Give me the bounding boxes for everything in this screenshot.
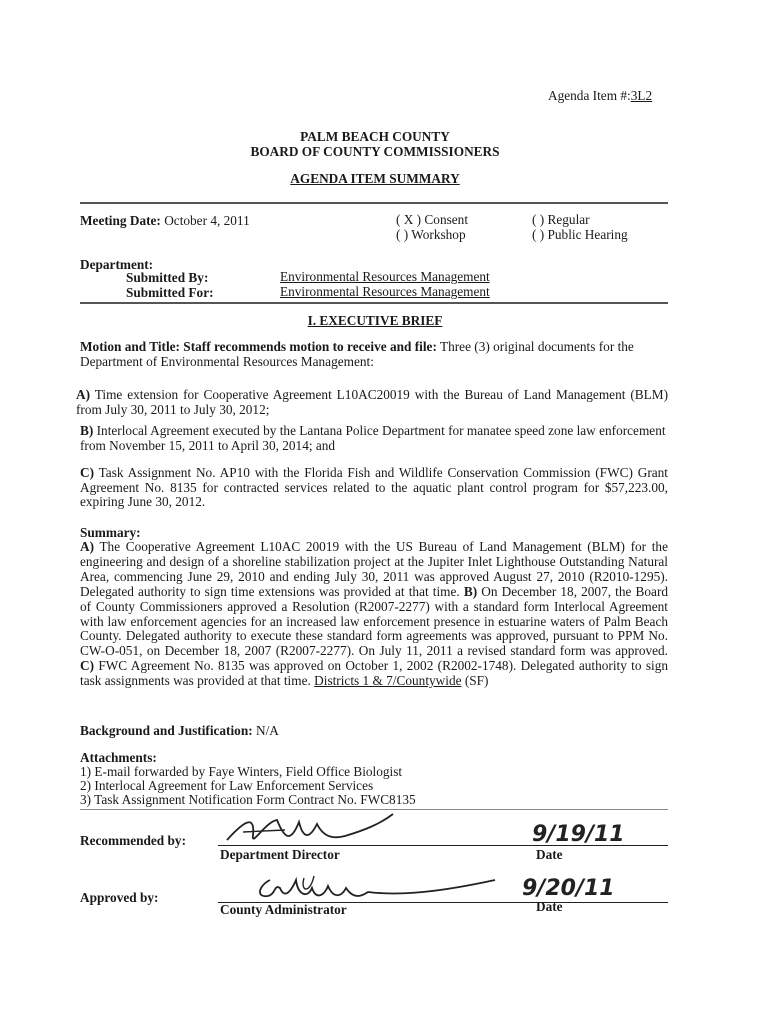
submitted-by-label: Submitted By:: [126, 270, 209, 285]
meeting-date: [80, 213, 250, 228]
divider-department: [80, 302, 668, 304]
motion-text: Three (3) original documents for the Department of Environmental Resources Management:: [80, 339, 634, 369]
background-value: N/A: [255, 723, 279, 738]
board-heading: BOARD OF COUNTY COMMISSIONERS: [250, 144, 500, 159]
agenda-item-number: [548, 88, 652, 103]
recommended-date-handwritten: 9/19/11: [532, 822, 625, 847]
item-c-letter: C): [80, 465, 95, 480]
consent-option: ( X ) Consent: [396, 212, 469, 227]
director-signature: [225, 810, 395, 852]
public-hearing-option: ( ) Public Hearing: [532, 227, 628, 242]
submitted-by-value: Environmental Resources Management: [280, 269, 490, 284]
item-a-text: Time extension for Cooperative Agreement L10AC20019 with the Bureau of Land Management (BLM) from July 30, 2011 to July 30, 2012;: [76, 387, 668, 417]
department-label: Department:: [80, 257, 154, 272]
agenda-item-label: Agenda Item #:: [548, 88, 631, 103]
attachment-item-3: 3) Task Assignment Notification Form Contract No. FWC8135: [80, 792, 416, 807]
districts: Districts 1 & 7/Countywide: [314, 673, 462, 689]
summary-b-text: On December 18, 2007, the Board of County Commissioners approved a Resolution (R2007-2277) with a standard form Interlocal Agreement with law enforcement agencies for an increased law enforcement presence in estuarine waters of Palm Beach County. Delegated authority to execute these standard form agreements was approved, pursuant to PPM No. CW-O-051, on December 18, 2007 (R2007-2277). On July 11, 2011 a revised standard form was approved.: [80, 583, 669, 659]
attachments-label: Attachments:: [80, 750, 157, 765]
motion-paragraph: [80, 340, 668, 369]
page-title: AGENDA ITEM SUMMARY: [290, 171, 460, 186]
county-heading: PALM BEACH COUNTY: [300, 129, 450, 144]
summary-c-letter: C): [80, 658, 95, 674]
meeting-date-label: Meeting Date:: [80, 213, 161, 228]
item-a: [76, 388, 668, 417]
motion-label: Motion and Title: Staff recommends motion to receive and file:: [80, 339, 437, 354]
approved-title: County Administrator: [220, 902, 347, 917]
summary-initials: (SF): [464, 673, 489, 689]
item-a-letter: A): [76, 387, 91, 402]
summary-c-text: FWC Agreement No. 8135 was approved on October 1, 2002 (R2002-1748). Delegated authority to sign task assignments was provided at that time.: [80, 658, 669, 689]
approved-date-handwritten: 9/20/11: [522, 876, 615, 901]
approved-by-label: Approved by:: [80, 890, 159, 905]
item-b-text: Interlocal Agreement executed by the Lantana Police Department for manatee speed zone law enforcement from November 15, 2011 to April 30, 2014; and: [80, 423, 666, 453]
divider-top: [80, 202, 668, 204]
regular-option: ( ) Regular: [532, 212, 590, 227]
meeting-date-value: October 4, 2011: [164, 213, 250, 228]
attachment-item-1: 1) E-mail forwarded by Faye Winters, Field Office Biologist: [80, 764, 403, 779]
submitted-for-value: Environmental Resources Management: [280, 284, 490, 299]
item-b: [80, 424, 668, 453]
submitted-for-label: Submitted For:: [126, 285, 214, 300]
recommended-date-label: Date: [536, 847, 563, 862]
background-label: Background and Justification:: [80, 723, 253, 738]
recommended-by-label: Recommended by:: [80, 833, 186, 848]
item-c: [80, 466, 668, 510]
summary-a-letter: A): [80, 539, 95, 554]
item-b-letter: B): [80, 423, 94, 438]
workshop-option: ( ) Workshop: [396, 227, 466, 242]
summary-text: [80, 540, 668, 689]
agenda-item-value: 3L2: [630, 88, 653, 103]
section-title: I. EXECUTIVE BRIEF: [307, 313, 443, 328]
summary-a-text: The Cooperative Agreement L10AC 20019 with the US Bureau of Land Management (BLM) for the engineering and design of a shoreline stabilization project at the Jupiter Inlet Lighthouse Outstanding Natural Area, commencing June 29, 2010 and ending July 30, 2011 was approved August 27, 2010 (R2010-1295). Delegated authority to sign time extensions was provided at that time.: [80, 539, 668, 599]
item-c-text: Task Assignment No. AP10 with the Florida Fish and Wildlife Conservation Commission (FWC) Grant Agreement No. 8135 for contracted services related to the aquatic plant control program for $57,223.00, expiring June 30, 2012.: [80, 465, 668, 510]
approved-date-label: Date: [536, 899, 563, 914]
summary-label: Summary:: [80, 525, 141, 540]
recommended-title: Department Director: [220, 847, 340, 862]
background-justification: [80, 723, 279, 738]
summary-b-letter: B): [463, 583, 478, 599]
attachment-item-2: 2) Interlocal Agreement for Law Enforcement Services: [80, 778, 374, 793]
